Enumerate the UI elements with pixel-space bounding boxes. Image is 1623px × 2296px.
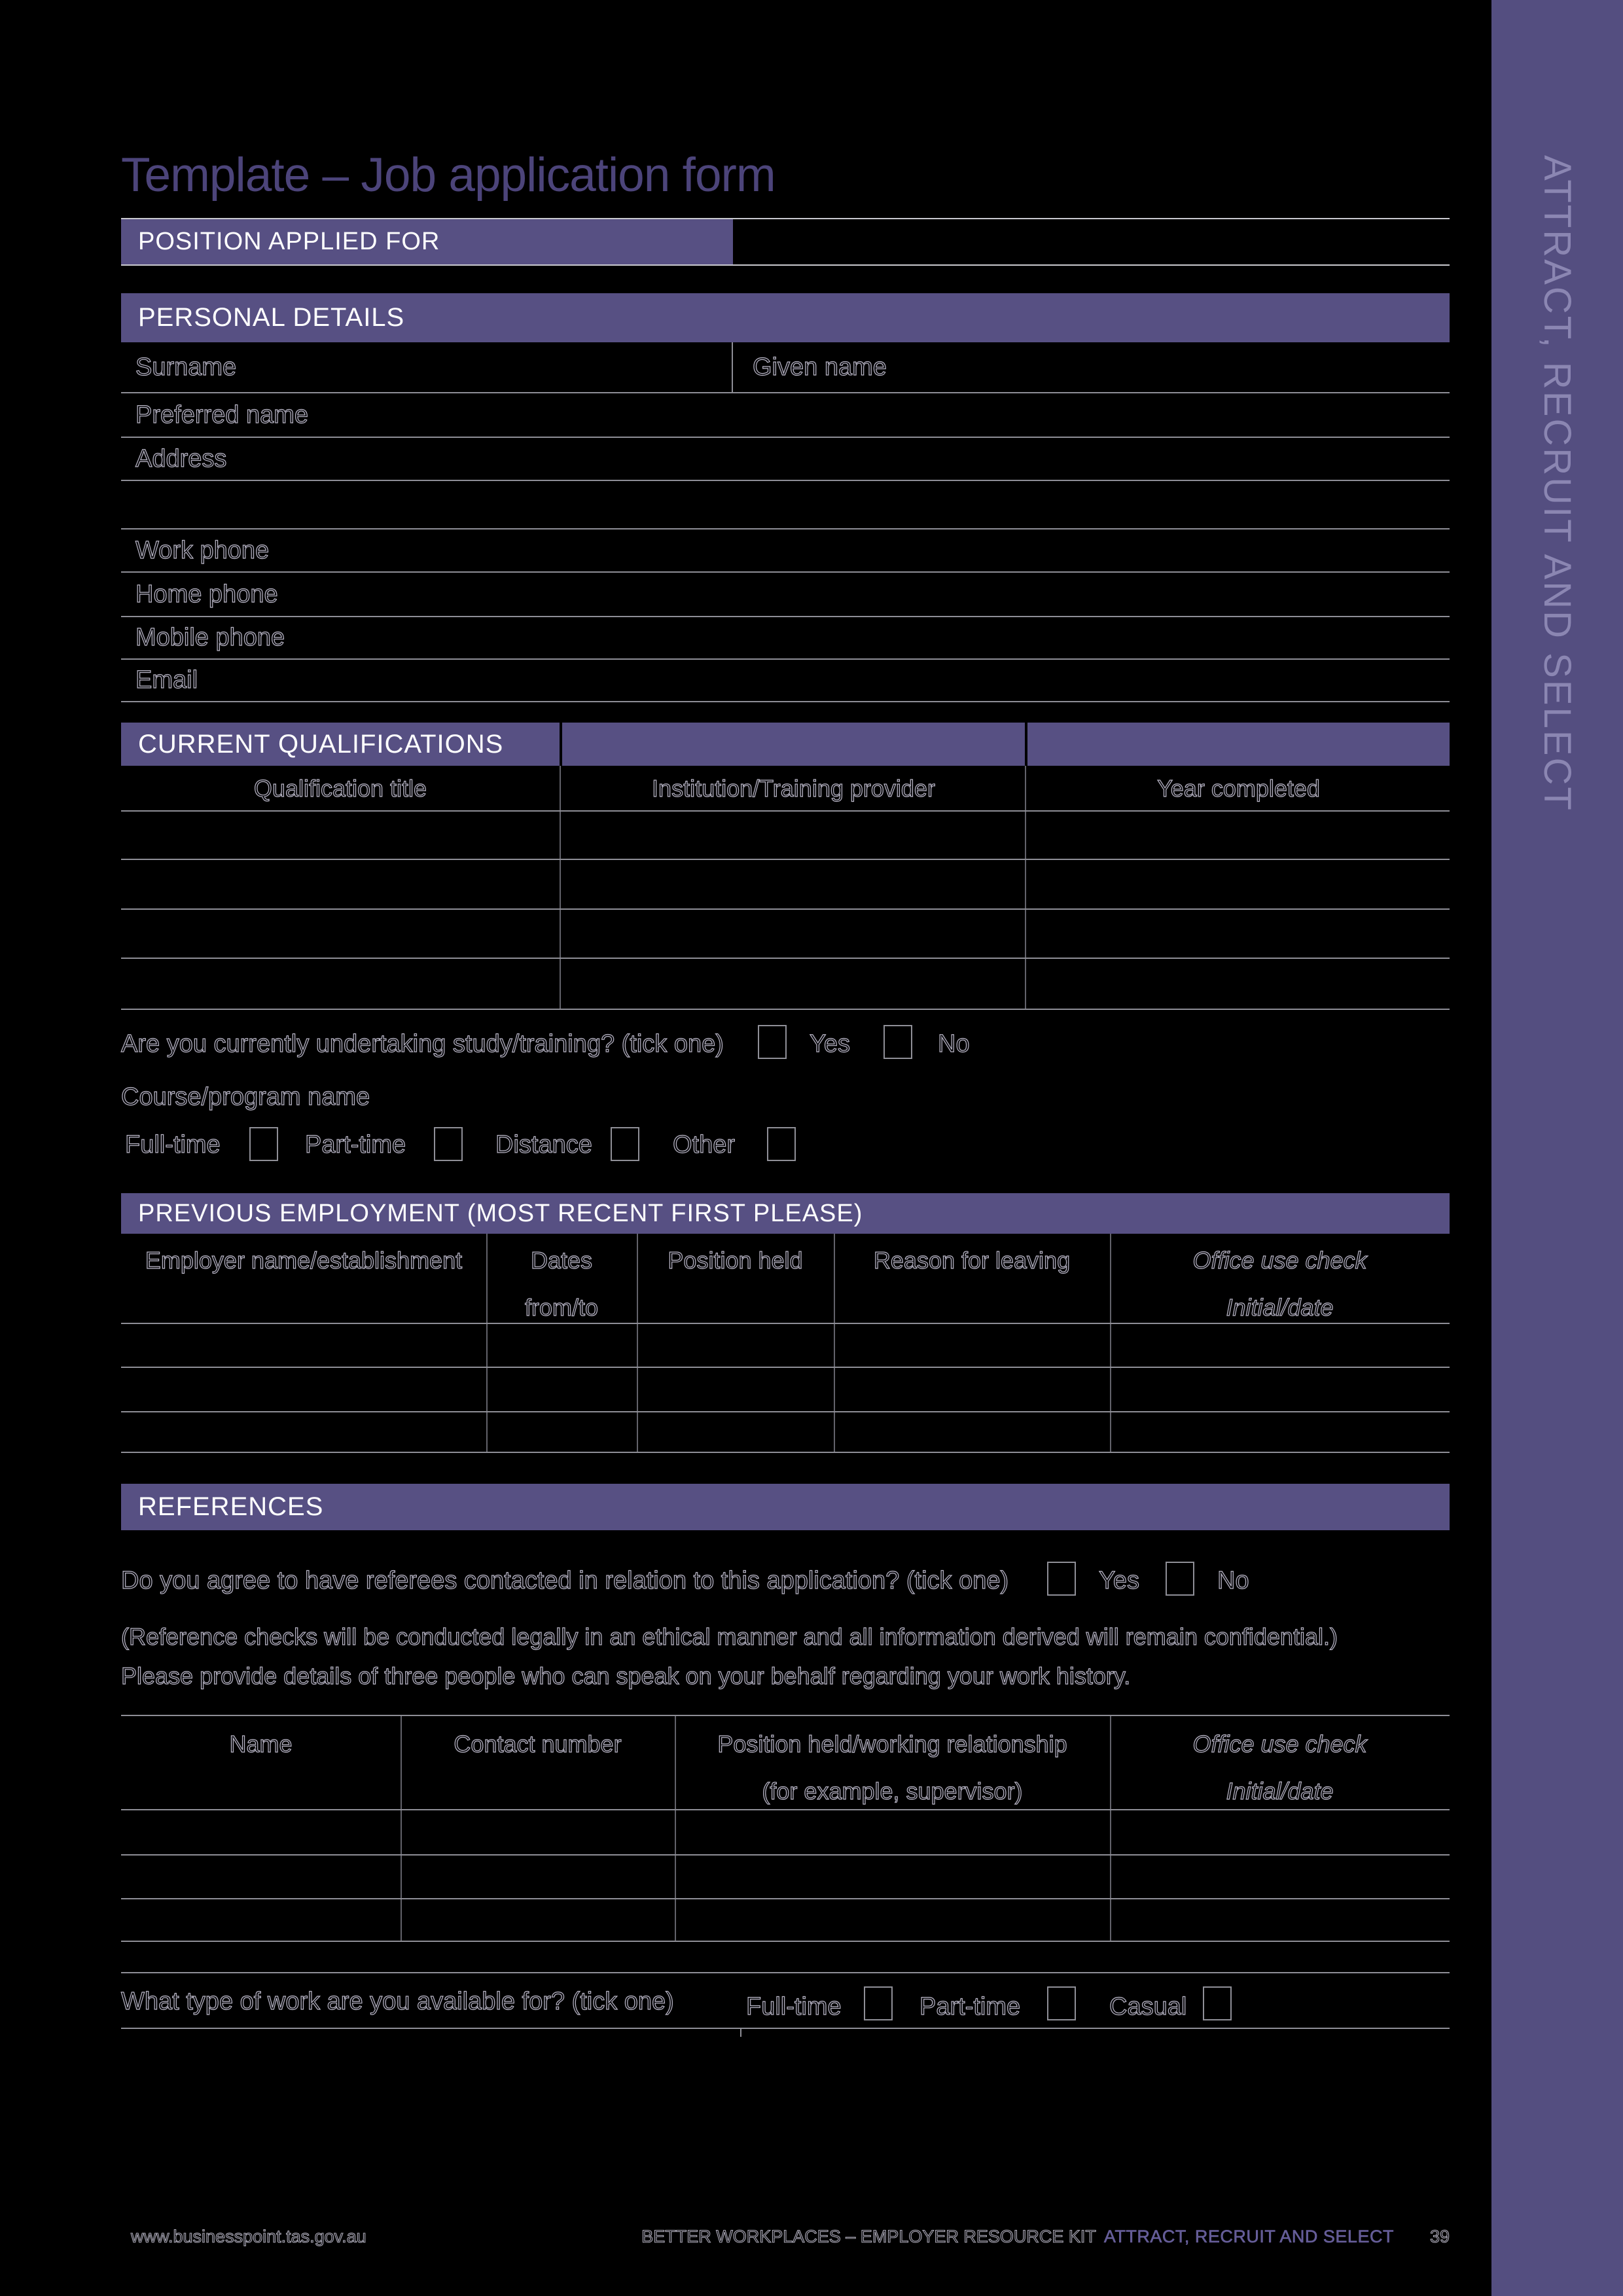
work-phone-label: Work phone [135, 536, 270, 564]
references-header-row [121, 1715, 1450, 1810]
table-cell[interactable] [1026, 910, 1450, 958]
dates-header-line1: Dates [530, 1247, 593, 1274]
avail-casual-checkbox[interactable] [1203, 1986, 1232, 2020]
table-cell[interactable] [561, 959, 1025, 1009]
reference-instruction [121, 1662, 1130, 1690]
table-cell[interactable] [1026, 959, 1450, 1009]
course-name-row[interactable] [121, 1083, 370, 1111]
ref-contact-header: Contact number [454, 1731, 622, 1757]
table-cell[interactable] [121, 1810, 401, 1854]
chapter-sidebar-vertical-label: ATTRACT, RECRUIT AND SELECT [1536, 155, 1578, 812]
avail-parttime-checkbox[interactable] [1047, 1986, 1076, 2020]
ref-name-header-cell [121, 1716, 401, 1809]
given-name-label: Given name [753, 353, 887, 381]
table-cell[interactable] [561, 860, 1025, 908]
study-yes-checkbox[interactable] [758, 1025, 787, 1059]
references-row-3 [121, 1899, 1450, 1942]
page-title: Template – Job application form [121, 149, 776, 202]
table-cell[interactable] [1111, 1368, 1450, 1411]
email-label: Email [135, 666, 198, 694]
table-cell[interactable] [121, 812, 560, 859]
given-name-input-cell[interactable] [733, 342, 1450, 392]
availability-question-label: What type of work are you available for? (tick one) [121, 1988, 674, 2015]
table-cell[interactable] [488, 1324, 637, 1367]
employment-row-1 [121, 1324, 1450, 1368]
office-use-header-cell [1110, 1234, 1450, 1323]
reference-note [121, 1623, 1338, 1651]
home-phone-row[interactable] [121, 573, 1450, 617]
ref-office-header-line2: Initial/date [1226, 1778, 1334, 1804]
table-cell[interactable] [638, 1368, 834, 1411]
institution-header: Institution/Training provider [652, 775, 935, 802]
email-row[interactable] [121, 660, 1450, 702]
mode-other-label: Other [673, 1131, 736, 1158]
table-cell[interactable] [121, 860, 560, 908]
references-label: REFERENCES [138, 1492, 324, 1521]
table-cell[interactable] [638, 1324, 834, 1367]
table-cell[interactable] [121, 1412, 486, 1452]
table-cell[interactable] [638, 1412, 834, 1452]
references-bar [121, 1484, 1450, 1530]
qualifications-header-row [121, 766, 1450, 812]
address-row[interactable] [121, 438, 1450, 481]
chapter-sidebar [1491, 0, 1623, 2296]
year-completed-header: Year completed [1157, 775, 1320, 802]
work-phone-row[interactable] [121, 529, 1450, 573]
table-cell[interactable] [835, 1412, 1110, 1452]
dates-header-cell [486, 1234, 637, 1323]
footer-kit-highlight: ATTRACT, RECRUIT AND SELECT [1103, 2227, 1394, 2246]
study-question-row [121, 1021, 1450, 1067]
current-qualifications-bar-cell-1 [121, 723, 560, 766]
employment-row-2 [121, 1368, 1450, 1412]
position-applied-header [121, 219, 733, 264]
referees-no-checkbox[interactable] [1166, 1562, 1194, 1596]
position-applied-input-cell[interactable] [733, 219, 1450, 264]
ref-position-header-line1: Position held/working relationship [717, 1731, 1067, 1757]
table-cell[interactable] [121, 1368, 486, 1411]
mode-parttime-label: Part-time [305, 1131, 406, 1158]
ref-position-header-cell [675, 1716, 1110, 1809]
address-extra-row[interactable] [121, 481, 1450, 529]
table-cell[interactable] [488, 1412, 637, 1452]
ref-office-header-cell [1110, 1716, 1450, 1809]
avail-casual-label: Casual [1109, 1993, 1187, 2020]
reason-header-cell [834, 1234, 1110, 1323]
table-cell[interactable] [1111, 1324, 1450, 1367]
avail-fulltime-checkbox[interactable] [864, 1986, 893, 2020]
table-cell[interactable] [121, 959, 560, 1009]
table-cell[interactable] [402, 1856, 675, 1898]
ref-position-header-line2: (for example, supervisor) [762, 1778, 1023, 1804]
current-qualifications-label: CURRENT QUALIFICATIONS [138, 729, 504, 759]
reference-instruction-text: Please provide details of three people who can speak on your behalf regarding your work history. [121, 1662, 1131, 1689]
table-cell[interactable] [1026, 812, 1450, 859]
institution-header-cell [562, 766, 1025, 810]
personal-details-label: PERSONAL DETAILS [138, 303, 405, 332]
footer-kit-text: BETTER WORKPLACES – EMPLOYER RESOURCE KIT [641, 2227, 1096, 2246]
table-cell[interactable] [676, 1856, 1110, 1898]
ref-contact-header-cell [401, 1716, 675, 1809]
column-divider [1025, 766, 1026, 810]
office-use-header-line1: Office use check [1192, 1247, 1367, 1274]
mode-parttime-checkbox[interactable] [434, 1127, 463, 1161]
table-cell[interactable] [676, 1899, 1110, 1941]
form-content [121, 0, 1450, 2296]
mode-distance-checkbox[interactable] [611, 1127, 639, 1161]
ref-name-header: Name [229, 1731, 293, 1757]
references-row-2 [121, 1856, 1450, 1899]
surname-row [121, 342, 1450, 393]
referees-yes-checkbox[interactable] [1047, 1562, 1076, 1596]
table-cell[interactable] [402, 1810, 675, 1854]
qualification-title-header-cell [121, 766, 560, 810]
references-row-1 [121, 1810, 1450, 1856]
qualifications-row-3 [121, 910, 1450, 959]
table-cell[interactable] [561, 910, 1025, 958]
table-cell[interactable] [121, 1324, 486, 1367]
mode-fulltime-checkbox[interactable] [249, 1127, 278, 1161]
reference-note-text: (Reference checks will be conducted legally in an ethical manner and all information derived will remain confidential.) [121, 1623, 1338, 1650]
qualifications-row-1 [121, 812, 1450, 860]
previous-employment-label: PREVIOUS EMPLOYMENT (MOST RECENT FIRST PLEASE) [138, 1199, 863, 1227]
mobile-phone-label: Mobile phone [135, 624, 285, 651]
address-label: Address [135, 444, 227, 473]
table-cell[interactable] [561, 812, 1025, 859]
current-qualifications-bar-cell-3 [1027, 723, 1450, 766]
table-cell[interactable] [1026, 860, 1450, 908]
column-divider [560, 766, 561, 810]
position-applied-row [121, 218, 1450, 266]
study-no-checkbox[interactable] [883, 1025, 912, 1059]
current-qualifications-bar-cell-2 [562, 723, 1025, 766]
previous-employment-bar [121, 1193, 1450, 1234]
table-cell[interactable] [1111, 1810, 1450, 1854]
referees-no-label: No [1217, 1567, 1249, 1594]
position-held-header: Position held [668, 1247, 803, 1274]
referees-yes-label: Yes [1099, 1567, 1139, 1594]
referees-question-row [121, 1558, 1450, 1604]
employment-header-row [121, 1234, 1450, 1324]
position-applied-label: POSITION APPLIED FOR [138, 228, 440, 255]
employer-header-cell [121, 1234, 486, 1323]
office-use-header-line2: Initial/date [1226, 1294, 1334, 1321]
qualifications-row-2 [121, 860, 1450, 910]
mode-distance-label: Distance [495, 1131, 592, 1158]
current-qualifications-bar [121, 723, 1450, 766]
table-cell[interactable] [1111, 1856, 1450, 1898]
home-phone-label: Home phone [135, 580, 278, 608]
study-yes-label: Yes [810, 1030, 850, 1058]
table-cell[interactable] [835, 1324, 1110, 1367]
qualifications-row-4 [121, 959, 1450, 1010]
study-question-label: Are you currently undertaking study/training? (tick one) [121, 1030, 724, 1058]
table-cell[interactable] [835, 1368, 1110, 1411]
divider-tick [740, 2029, 741, 2037]
footer-page-number: 39 [1429, 2227, 1450, 2246]
preferred-name-row[interactable] [121, 393, 1450, 438]
surname-label: Surname [135, 353, 237, 381]
mobile-phone-row[interactable] [121, 617, 1450, 660]
table-cell[interactable] [121, 1899, 401, 1941]
reason-header: Reason for leaving [873, 1247, 1071, 1274]
table-cell[interactable] [402, 1899, 675, 1941]
table-cell[interactable] [1111, 1899, 1450, 1941]
mode-fulltime-label: Full-time [125, 1131, 221, 1158]
dates-header-line2: from/to [524, 1294, 599, 1321]
study-mode-row [121, 1126, 1450, 1166]
table-cell[interactable] [1111, 1412, 1450, 1452]
qualification-title-header: Qualification title [253, 775, 427, 802]
avail-parttime-label: Part-time [919, 1993, 1021, 2020]
employer-header: Employer name/establishment [145, 1247, 463, 1274]
surname-input-cell[interactable] [121, 342, 733, 392]
course-name-label: Course/program name [121, 1083, 370, 1111]
year-completed-header-cell [1027, 766, 1450, 810]
table-cell[interactable] [488, 1368, 637, 1411]
personal-details-bar [121, 293, 1450, 342]
position-held-header-cell [637, 1234, 834, 1323]
table-cell[interactable] [676, 1810, 1110, 1854]
footer-website-link[interactable]: www.businesspoint.tas.gov.au [131, 2227, 366, 2246]
table-cell[interactable] [121, 910, 560, 958]
footer-right [641, 2227, 1450, 2247]
employment-row-3 [121, 1412, 1450, 1453]
preferred-name-label: Preferred name [135, 401, 309, 429]
ref-office-header-line1: Office use check [1192, 1731, 1367, 1757]
spacer-row [121, 1942, 1450, 1973]
mode-other-checkbox[interactable] [767, 1127, 796, 1161]
study-no-label: No [938, 1030, 970, 1058]
avail-fulltime-label: Full-time [746, 1993, 842, 2020]
table-cell[interactable] [121, 1856, 401, 1898]
referees-question-label: Do you agree to have referees contacted in relation to this application? (tick one) [121, 1567, 1009, 1594]
availability-row [121, 1973, 1450, 2029]
